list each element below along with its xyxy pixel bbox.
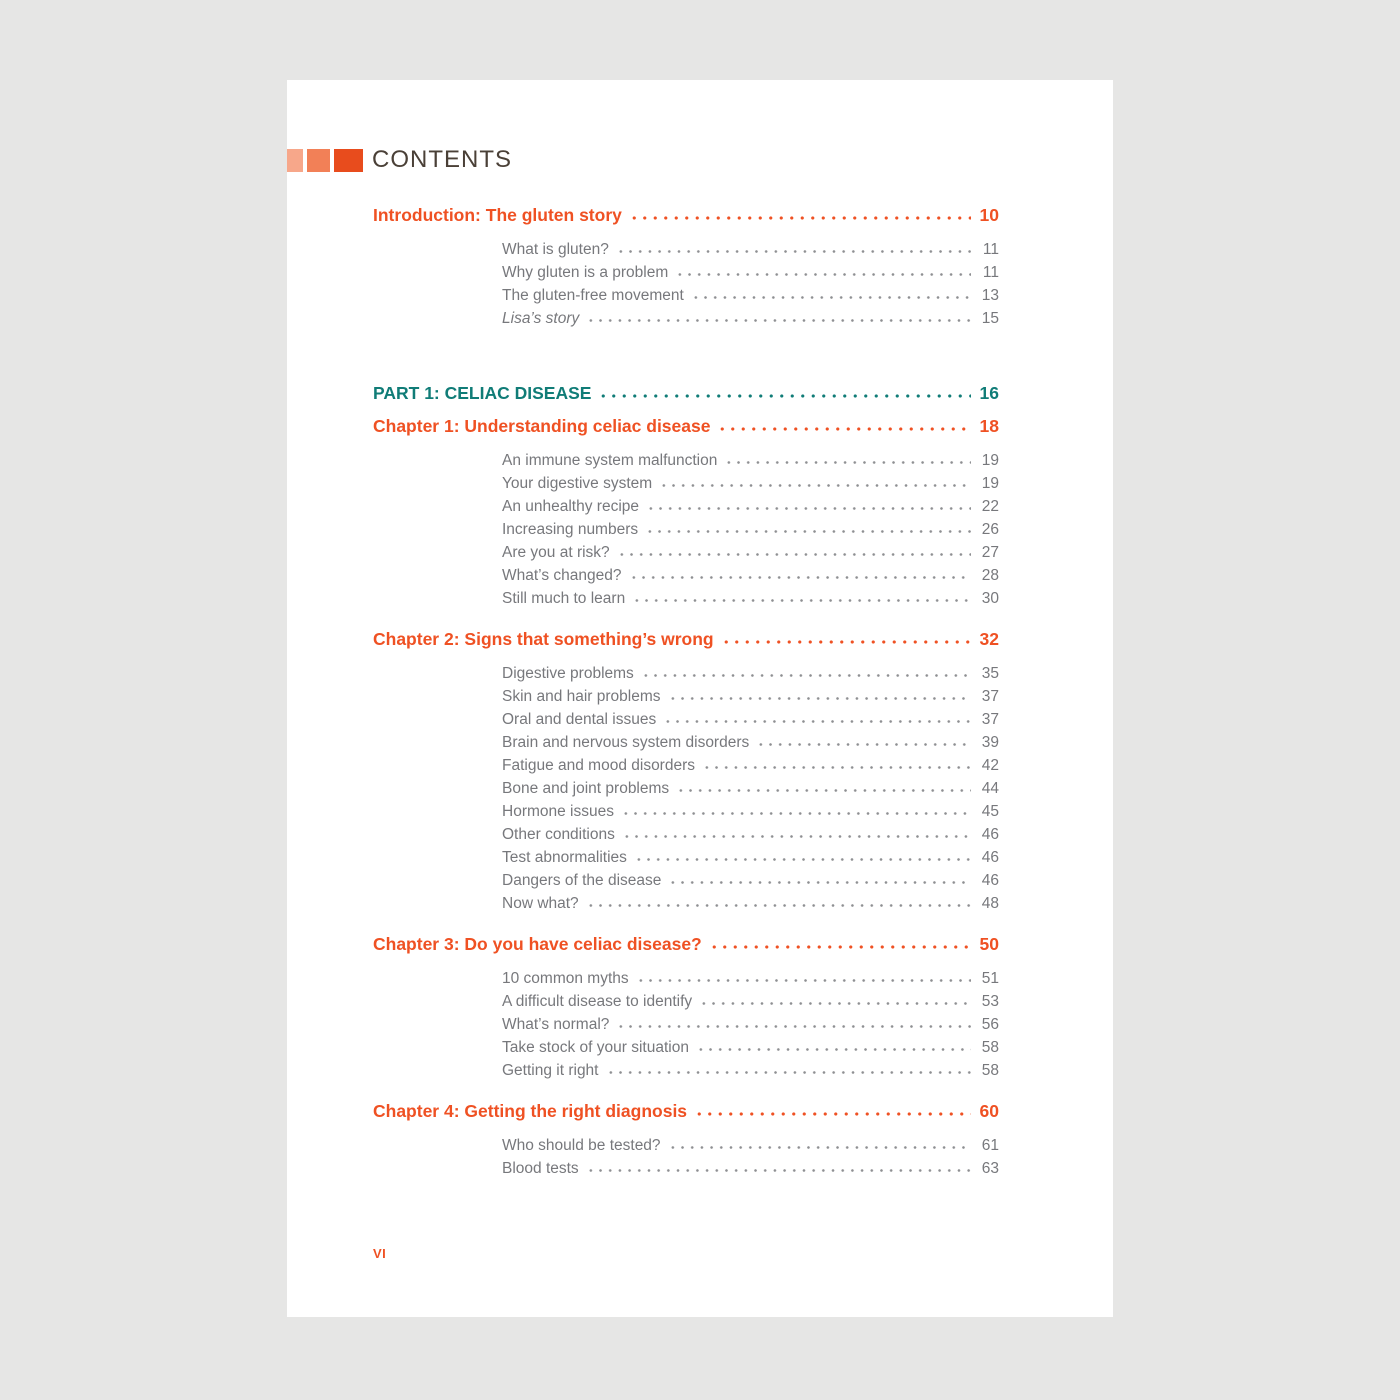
toc-page-number: 15 bbox=[981, 310, 999, 327]
toc-entry-row bbox=[502, 869, 999, 892]
toc-entry-row bbox=[502, 708, 999, 731]
toc-page-number: 60 bbox=[979, 1101, 999, 1121]
toc-page-number: 45 bbox=[981, 803, 999, 820]
toc-page-number: 56 bbox=[981, 1016, 999, 1033]
toc-page-number: 32 bbox=[979, 629, 999, 649]
toc-entry-label: Brain and nervous system disorders bbox=[502, 734, 750, 751]
toc-page-number: 35 bbox=[981, 665, 999, 682]
toc-entry-row bbox=[502, 1013, 999, 1036]
toc-page-number: 16 bbox=[979, 383, 999, 403]
toc-entry-label: Take stock of your situation bbox=[502, 1039, 689, 1056]
dot-leader bbox=[721, 632, 971, 645]
toc-entry-row bbox=[502, 892, 999, 915]
toc-page-number: 46 bbox=[981, 826, 999, 843]
toc-entry-label: Blood tests bbox=[502, 1160, 579, 1177]
toc-entry-row bbox=[502, 495, 999, 518]
toc-page-number: 61 bbox=[981, 1137, 999, 1154]
toc-entry-label: Who should be tested? bbox=[502, 1137, 661, 1154]
dot-leader bbox=[617, 544, 971, 557]
toc-entry-row bbox=[502, 472, 999, 495]
toc-entry-row bbox=[502, 1036, 999, 1059]
toc-section-chapter bbox=[373, 1100, 999, 1180]
toc-entry-label: Still much to learn bbox=[502, 590, 626, 607]
toc-heading-row bbox=[373, 204, 999, 226]
toc-page-number: 11 bbox=[982, 264, 999, 281]
dot-leader bbox=[629, 567, 972, 580]
toc-page-number: 63 bbox=[981, 1160, 999, 1177]
toc-page-number: 26 bbox=[981, 521, 999, 538]
toc-page-number: 28 bbox=[981, 567, 999, 584]
toc-entry-row bbox=[502, 754, 999, 777]
dot-leader bbox=[694, 1104, 971, 1117]
toc-entry-row bbox=[502, 587, 999, 610]
toc-entry-row bbox=[502, 846, 999, 869]
toc-section-part bbox=[373, 382, 999, 404]
folio-page-number: VI bbox=[373, 1246, 387, 1261]
toc-heading-label: Chapter 4: Getting the right diagnosis bbox=[373, 1101, 688, 1121]
toc-page-number: 10 bbox=[979, 205, 999, 225]
dot-leader bbox=[668, 688, 971, 701]
page-title: CONTENTS bbox=[372, 146, 512, 173]
dot-leader bbox=[717, 419, 971, 432]
toc-heading-label: Chapter 3: Do you have celiac disease? bbox=[373, 934, 702, 954]
toc-subentry-list bbox=[502, 1134, 999, 1180]
toc-heading-label: Chapter 2: Signs that something’s wrong bbox=[373, 629, 714, 649]
toc-entry-row bbox=[502, 449, 999, 472]
toc-entry-label: What is gluten? bbox=[502, 241, 609, 258]
toc-entry-row bbox=[502, 662, 999, 685]
toc-page-number: 42 bbox=[981, 757, 999, 774]
toc-page-number: 46 bbox=[981, 872, 999, 889]
dot-leader bbox=[646, 498, 971, 511]
toc-entry-row bbox=[502, 238, 999, 261]
toc-entry-label: Increasing numbers bbox=[502, 521, 639, 538]
toc-entry-label: Digestive problems bbox=[502, 665, 634, 682]
header-square-medium bbox=[307, 149, 330, 172]
toc-subentry-list bbox=[502, 238, 999, 330]
dot-leader bbox=[634, 849, 971, 862]
dot-leader bbox=[621, 803, 971, 816]
toc-page-number: 37 bbox=[981, 688, 999, 705]
table-of-contents bbox=[373, 204, 999, 1180]
toc-page-number: 19 bbox=[981, 475, 999, 492]
toc-heading-row bbox=[373, 382, 999, 404]
dot-leader bbox=[616, 1016, 971, 1029]
dot-leader bbox=[598, 386, 971, 399]
toc-subentry-list bbox=[502, 449, 999, 610]
toc-entry-row bbox=[502, 284, 999, 307]
toc-entry-row bbox=[502, 731, 999, 754]
toc-entry-label: Skin and hair problems bbox=[502, 688, 661, 705]
toc-page-number: 51 bbox=[981, 970, 999, 987]
dot-leader bbox=[586, 310, 971, 323]
toc-entry-row bbox=[502, 823, 999, 846]
dot-leader bbox=[696, 1039, 971, 1052]
dot-leader bbox=[659, 475, 971, 488]
dot-leader bbox=[668, 872, 971, 885]
toc-entry-label: An immune system malfunction bbox=[502, 452, 718, 469]
toc-entry-row bbox=[502, 564, 999, 587]
toc-page-number: 44 bbox=[981, 780, 999, 797]
dot-leader bbox=[606, 1062, 972, 1075]
toc-page-number: 46 bbox=[981, 849, 999, 866]
dot-leader bbox=[586, 1160, 971, 1173]
toc-heading-label: Chapter 1: Understanding celiac disease bbox=[373, 416, 711, 436]
header-square-dark bbox=[334, 149, 363, 172]
toc-entry-row bbox=[502, 685, 999, 708]
dot-leader bbox=[622, 826, 971, 839]
toc-page-number: 39 bbox=[981, 734, 999, 751]
dot-leader bbox=[641, 665, 971, 678]
toc-entry-row bbox=[502, 1134, 999, 1157]
toc-page-number: 48 bbox=[981, 895, 999, 912]
dot-leader bbox=[629, 208, 971, 221]
toc-entry-label: The gluten-free movement bbox=[502, 287, 684, 304]
toc-section-intro bbox=[373, 204, 999, 330]
toc-heading-row bbox=[373, 933, 999, 955]
book-page bbox=[287, 80, 1113, 1317]
dot-leader bbox=[702, 757, 971, 770]
toc-entry-row bbox=[502, 967, 999, 990]
toc-page-number: 18 bbox=[979, 416, 999, 436]
toc-entry-label: A difficult disease to identify bbox=[502, 993, 693, 1010]
toc-page-number: 19 bbox=[981, 452, 999, 469]
toc-page-number: 30 bbox=[981, 590, 999, 607]
dot-leader bbox=[691, 287, 971, 300]
toc-entry-label: Hormone issues bbox=[502, 803, 614, 820]
dot-leader bbox=[645, 521, 971, 534]
toc-section-chapter bbox=[373, 933, 999, 1082]
contents-header bbox=[287, 146, 512, 174]
dot-leader bbox=[709, 937, 971, 950]
toc-entry-row bbox=[502, 1157, 999, 1180]
header-square-light bbox=[287, 149, 303, 172]
toc-section-chapter bbox=[373, 628, 999, 915]
toc-entry-label: An unhealthy recipe bbox=[502, 498, 640, 515]
toc-entry-label: Fatigue and mood disorders bbox=[502, 757, 696, 774]
toc-entry-label: Test abnormalities bbox=[502, 849, 627, 866]
toc-entry-label: What’s changed? bbox=[502, 567, 622, 584]
toc-page-number: 50 bbox=[979, 934, 999, 954]
toc-page-number: 58 bbox=[981, 1062, 999, 1079]
toc-heading-label: Introduction: The gluten story bbox=[373, 205, 622, 225]
toc-entry-label: Other conditions bbox=[502, 826, 615, 843]
toc-entry-row bbox=[502, 1059, 999, 1082]
dot-leader bbox=[724, 452, 971, 465]
dot-leader bbox=[668, 1137, 971, 1150]
dot-leader bbox=[586, 895, 971, 908]
toc-page-number: 37 bbox=[981, 711, 999, 728]
dot-leader bbox=[675, 264, 971, 277]
toc-entry-row bbox=[502, 518, 999, 541]
toc-entry-label: Lisa’s story bbox=[502, 310, 580, 327]
toc-entry-row bbox=[502, 307, 999, 330]
dot-leader bbox=[756, 734, 971, 747]
toc-page-number: 58 bbox=[981, 1039, 999, 1056]
toc-entry-label: What’s normal? bbox=[502, 1016, 610, 1033]
dot-leader bbox=[663, 711, 971, 724]
toc-page-number: 11 bbox=[982, 241, 999, 258]
toc-section-chapter bbox=[373, 415, 999, 610]
dot-leader bbox=[636, 970, 971, 983]
toc-entry-row bbox=[502, 777, 999, 800]
dot-leader bbox=[632, 590, 971, 603]
toc-subentry-list bbox=[502, 662, 999, 915]
toc-heading-row bbox=[373, 1100, 999, 1122]
toc-entry-label: Now what? bbox=[502, 895, 579, 912]
toc-entry-row bbox=[502, 541, 999, 564]
toc-heading-row bbox=[373, 415, 999, 437]
toc-entry-row bbox=[502, 800, 999, 823]
toc-entry-label: 10 common myths bbox=[502, 970, 629, 987]
toc-subentry-list bbox=[502, 967, 999, 1082]
toc-entry-label: Getting it right bbox=[502, 1062, 599, 1079]
toc-entry-label: Why gluten is a problem bbox=[502, 264, 669, 281]
toc-entry-label: Dangers of the disease bbox=[502, 872, 662, 889]
toc-entry-label: Are you at risk? bbox=[502, 544, 610, 561]
toc-entry-label: Bone and joint problems bbox=[502, 780, 670, 797]
toc-page-number: 13 bbox=[981, 287, 999, 304]
dot-leader bbox=[616, 241, 971, 254]
toc-entry-label: Your digestive system bbox=[502, 475, 653, 492]
toc-page-number: 53 bbox=[981, 993, 999, 1010]
dot-leader bbox=[699, 993, 971, 1006]
toc-heading-label: PART 1: CELIAC DISEASE bbox=[373, 383, 592, 403]
toc-page-number: 22 bbox=[981, 498, 999, 515]
toc-heading-row bbox=[373, 628, 999, 650]
toc-entry-row bbox=[502, 261, 999, 284]
toc-page-number: 27 bbox=[981, 544, 999, 561]
toc-entry-label: Oral and dental issues bbox=[502, 711, 657, 728]
dot-leader bbox=[676, 780, 971, 793]
toc-entry-row bbox=[502, 990, 999, 1013]
